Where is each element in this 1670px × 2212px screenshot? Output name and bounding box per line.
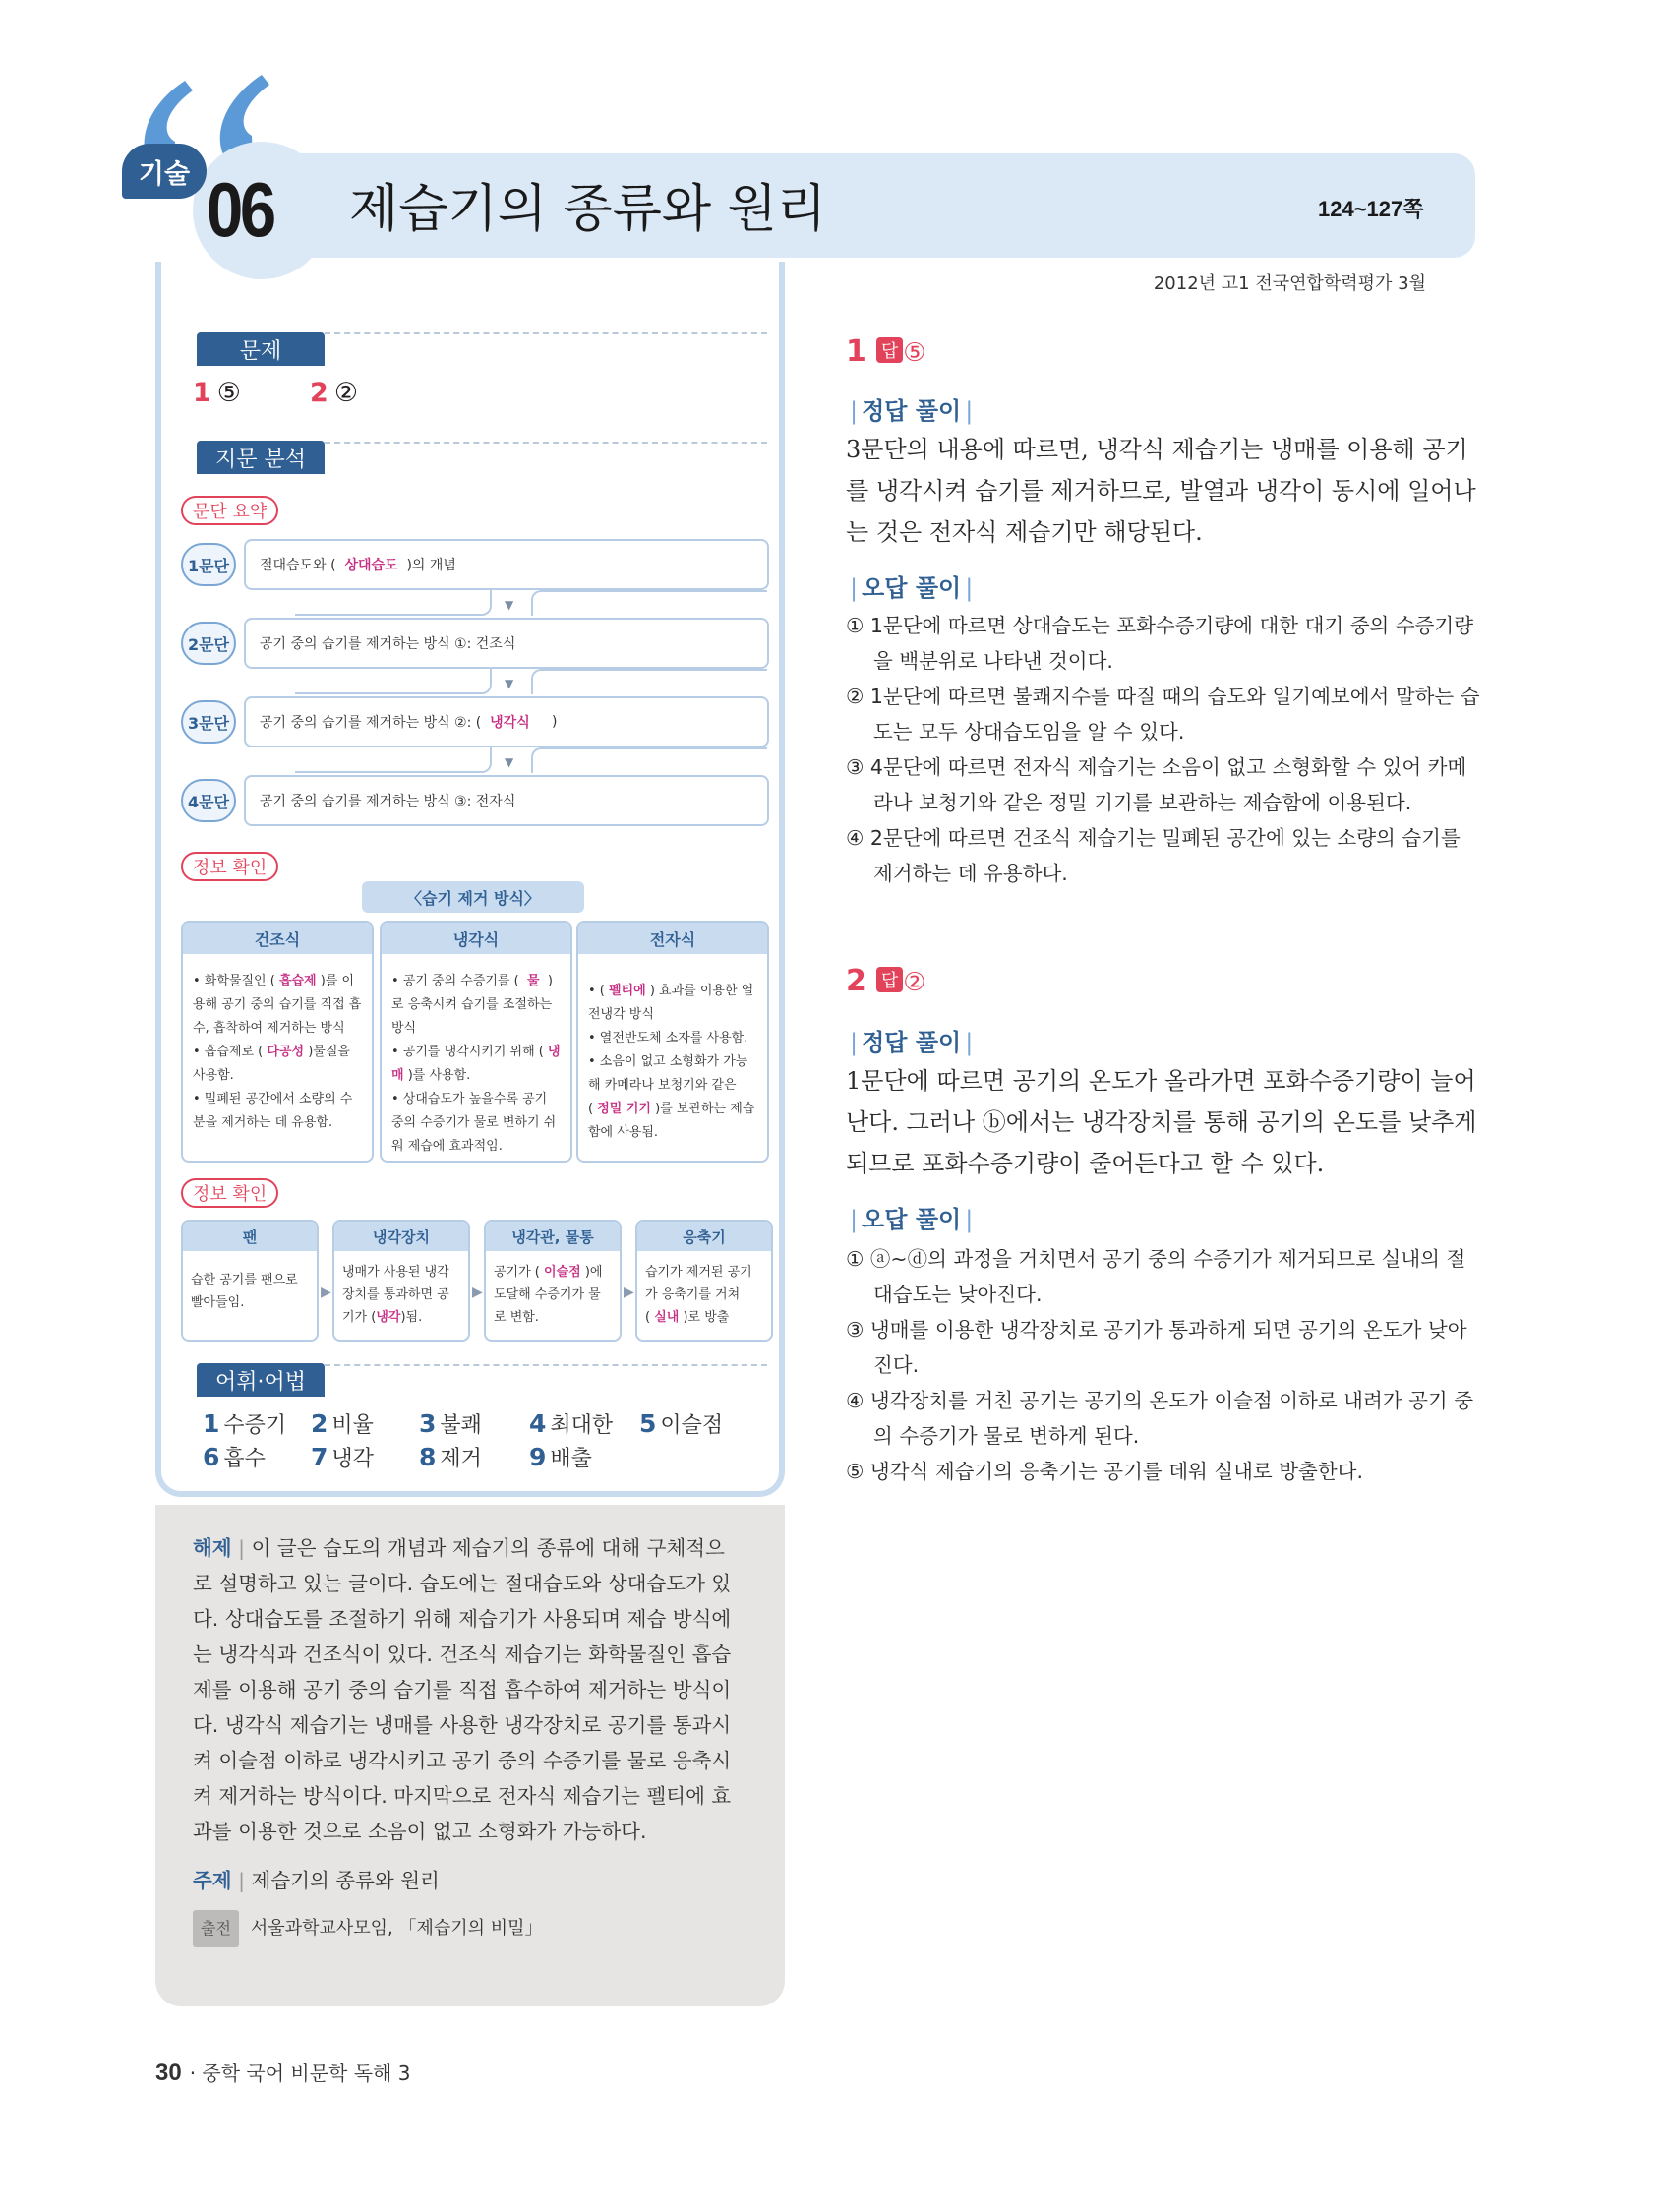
correct-explanation: 1문단에 따르면 공기의 온도가 올라가면 포화수증기량이 늘어난다. 그러나 ⓑ에서는 냉각장치를 통해 공기의 온도를 낮추게 되므로 포화수증기량이 줄어든다고 할 수 있다. bbox=[846, 1067, 1477, 1177]
page-number: 30 bbox=[155, 2060, 182, 2086]
wrong-list bbox=[846, 608, 1480, 891]
page-footer bbox=[155, 2058, 410, 2087]
wrong-item: ② 1문단에 따르면 불쾌지수를 따질 때의 습도와 일기예보에서 말하는 습도는 모두 상대습도임을 알 수 있다. bbox=[846, 685, 1480, 744]
wrong-item: ③ 냉매를 이용한 냉각장치로 공기가 통과하게 되면 공기의 온도가 낮아진다. bbox=[846, 1318, 1467, 1377]
method-name: 건조식 bbox=[183, 923, 372, 954]
category-badge: 기술 bbox=[122, 144, 207, 199]
process-step-name: 냉각장치 bbox=[334, 1222, 468, 1251]
method-line: • 공기 중의 수증기를 ( 물 )로 응축시켜 습기를 조절하는 방식 bbox=[391, 974, 553, 1036]
method-line: • 소음이 없고 소형화가 가능해 카메라나 보청기와 같은 ( 정밀 기기 )를 보관하는 제습함에 사용됨. bbox=[588, 1054, 755, 1140]
paragraph-tag: 1문단 bbox=[181, 543, 236, 586]
vocab-item: 1 수증기 bbox=[203, 1409, 287, 1438]
question-1-header: 1 답 ⑤ bbox=[846, 334, 926, 369]
flow-connector: ▼ bbox=[295, 747, 728, 773]
process-step-desc: 공기가 ( 이슬점 )에 도달해 수증기가 물로 변함. bbox=[494, 1265, 603, 1325]
source-line: 출전 서울과학교사모임, 「제습기의 비밀」 bbox=[193, 1910, 744, 1947]
method-card-cooling bbox=[380, 921, 572, 1163]
paragraph-tag: 3문단 bbox=[181, 700, 236, 744]
paragraph-summary-row bbox=[181, 696, 769, 747]
book-title: · 중학 국어 비문학 독해 3 bbox=[189, 2062, 411, 2085]
arrow-right-icon: ▶ bbox=[472, 1285, 483, 1300]
answer-value: ② bbox=[333, 378, 359, 408]
method-line: • 공기를 냉각시키기 위해 ( 냉매 )를 사용함. bbox=[391, 1045, 561, 1083]
process-step-desc: 습기가 제거된 공기가 응축기를 거쳐 ( 실내 )로 방출 bbox=[645, 1265, 752, 1325]
vocab-item: 5 이슬점 bbox=[639, 1409, 724, 1438]
paragraph-summary: 절대습도와 ( 상대습도 )의 개념 bbox=[244, 539, 769, 590]
wrong-item: ① 1문단에 따르면 상대습도는 포화수증기량에 대한 대기 중의 수증기량을 백분위로 나타낸 것이다. bbox=[846, 614, 1474, 673]
paragraph-summary-row bbox=[181, 539, 769, 590]
method-line: • 화학물질인 ( 흡습제 )를 이용해 공기 중의 습기를 직접 흡수, 흡착하여 제거하는 방식 bbox=[193, 974, 362, 1036]
correct-head: | 정답 풀이 | bbox=[850, 1029, 974, 1056]
wrong-head: | 오답 풀이 | bbox=[850, 1206, 974, 1233]
analysis-label: 지문 분석 bbox=[197, 441, 325, 474]
wrong-head: | 오답 풀이 | bbox=[850, 574, 974, 602]
vocab-item: 9 배출 bbox=[529, 1443, 592, 1471]
page-range: 124~127쪽 bbox=[1318, 197, 1424, 221]
wrong-item: ④ 냉각장치를 거친 공기는 공기의 온도가 이슬점 이하로 내려가 공기 중의 수증기가 물로 변하게 된다. bbox=[846, 1389, 1474, 1448]
wrong-list bbox=[846, 1241, 1480, 1489]
method-name: 냉각식 bbox=[382, 923, 570, 954]
paragraph-summary-row bbox=[181, 775, 769, 826]
process-step bbox=[181, 1220, 319, 1342]
vocab-item: 7 냉각 bbox=[311, 1443, 374, 1471]
arrow-right-icon: ▶ bbox=[321, 1285, 331, 1300]
answer-badge: 답 bbox=[876, 337, 903, 363]
paragraph-summary: 공기 중의 습기를 제거하는 방식 ②: ( 냉각식 ) bbox=[244, 696, 769, 747]
paragraph-summary: 공기 중의 습기를 제거하는 방식 ③: 전자식 bbox=[244, 775, 769, 826]
method-name: 전자식 bbox=[578, 923, 767, 954]
flow-connector: ▼ bbox=[295, 669, 728, 694]
process-step-name: 냉각관, 물통 bbox=[486, 1222, 620, 1251]
process-step-desc: 습한 공기를 팬으로 빨아들임. bbox=[191, 1273, 298, 1310]
paragraph-summary: 공기 중의 습기를 제거하는 방식 ①: 건조식 bbox=[244, 618, 769, 669]
process-step bbox=[332, 1220, 470, 1342]
answer-value: ⑤ bbox=[216, 378, 242, 408]
method-card-electronic bbox=[576, 921, 769, 1163]
process-step-desc: 냉매가 사용된 냉각장치를 통과하면 공기가 (냉각)됨. bbox=[342, 1265, 449, 1325]
commentary-text: 해제 | 이 글은 습도의 개념과 제습기의 종류에 대해 구체적으로 설명하고 있는 글이다. 습도에는 절대습도와 상대습도가 있다. 상대습도를 조절하기 위해 제습기가 사용되며 제습 방식에는 냉각식과 건조식이 있다. 건조식 제습기는 화학물질인 흡습제를 이용해 공기 중의 습기를 직접 흡수하여 제거하는 방식이다. 냉각식 제습기는 냉매를 사용한 냉각장치로 공기를 통과시켜 이슬점 이하로 냉각시키고 공기 중의 수증기를 물로 응축시켜 제거하는 방식이다. 마지막으로 전자식 제습기는 펠티에 효과를 이용한 것으로 소음이 없고 소형화가 가능하다. bbox=[193, 1536, 732, 1843]
page-title: 제습기의 종류와 원리 bbox=[349, 180, 827, 239]
vocab-item: 2 비율 bbox=[311, 1409, 374, 1438]
info-pill: 정보 확인 bbox=[181, 1178, 278, 1208]
divider bbox=[325, 1364, 767, 1366]
vocab-item: 3 불쾌 bbox=[419, 1409, 482, 1438]
summary-pill: 문단 요약 bbox=[181, 496, 278, 525]
method-line: • 열전반도체 소자를 사용함. bbox=[588, 1031, 748, 1046]
paragraph-tag: 2문단 bbox=[181, 622, 236, 665]
question-2-header: 2 답 ② bbox=[846, 964, 926, 998]
process-step-name: 팬 bbox=[183, 1222, 317, 1251]
divider bbox=[325, 332, 767, 334]
paragraph-tag: 4문단 bbox=[181, 779, 236, 822]
method-line: • 상대습도가 높을수록 공기 중의 수증기가 물로 변하기 쉬워 제습에 효과적임. bbox=[391, 1092, 557, 1154]
method-line: • ( 펠티에 ) 효과를 이용한 열전냉각 방식 bbox=[588, 984, 754, 1022]
answer-badge: 답 bbox=[876, 967, 903, 992]
vocab-label: 어휘·어법 bbox=[197, 1363, 325, 1397]
method-line: • 밀폐된 공간에서 소량의 수분을 제거하는 데 유용함. bbox=[193, 1092, 353, 1130]
correct-head: | 정답 풀이 | bbox=[850, 397, 974, 425]
problem-label: 문제 bbox=[197, 332, 325, 366]
method-card-dry bbox=[181, 921, 374, 1163]
wrong-item: ⑤ 냉각식 제습기의 응축기는 공기를 데워 실내로 방출한다. bbox=[846, 1460, 1363, 1483]
wrong-item: ④ 2문단에 따르면 건조식 제습기는 밀폐된 공간에 있는 소량의 습기를 제거하는 데 유용하다. bbox=[846, 826, 1461, 885]
theme-line: 주제 | 제습기의 종류와 원리 bbox=[193, 1869, 440, 1892]
divider bbox=[325, 442, 767, 444]
process-step bbox=[484, 1220, 622, 1342]
process-step-name: 응축기 bbox=[637, 1222, 771, 1251]
flow-connector: ▼ bbox=[295, 590, 728, 616]
wrong-item: ① ⓐ~ⓓ의 과정을 거치면서 공기 중의 수증기가 제거되므로 실내의 절대습도는 낮아진다. bbox=[846, 1247, 1466, 1306]
vocab-item: 6 흡수 bbox=[203, 1443, 266, 1471]
paragraph-summary-row bbox=[181, 618, 769, 669]
correct-explanation: 3문단의 내용에 따르면, 냉각식 제습기는 냉매를 이용해 공기를 냉각시켜 습기를 제거하므로, 발열과 냉각이 동시에 일어나는 것은 전자식 제습기만 해당된다. bbox=[846, 436, 1476, 546]
vocab-item: 8 제거 bbox=[419, 1443, 482, 1471]
answer-row: 1 ⑤ 2 ② bbox=[193, 378, 359, 408]
info-pill: 정보 확인 bbox=[181, 852, 278, 881]
exam-source: 2012년 고1 전국연합학력평가 3월 bbox=[1153, 273, 1426, 294]
method-line: • 흡습제로 ( 다공성 )물질을 사용함. bbox=[193, 1045, 350, 1083]
arrow-right-icon: ▶ bbox=[624, 1285, 634, 1300]
process-step bbox=[635, 1220, 773, 1342]
wrong-item: ③ 4문단에 따르면 전자식 제습기는 소음이 없고 소형화할 수 있어 카메라나 보청기와 같은 정밀 기기를 보관하는 제습함에 이용된다. bbox=[846, 755, 1467, 814]
method-title: 〈습기 제거 방식〉 bbox=[362, 881, 584, 913]
vocab-item: 4 최대한 bbox=[529, 1409, 614, 1438]
unit-number: 06 bbox=[207, 166, 273, 253]
